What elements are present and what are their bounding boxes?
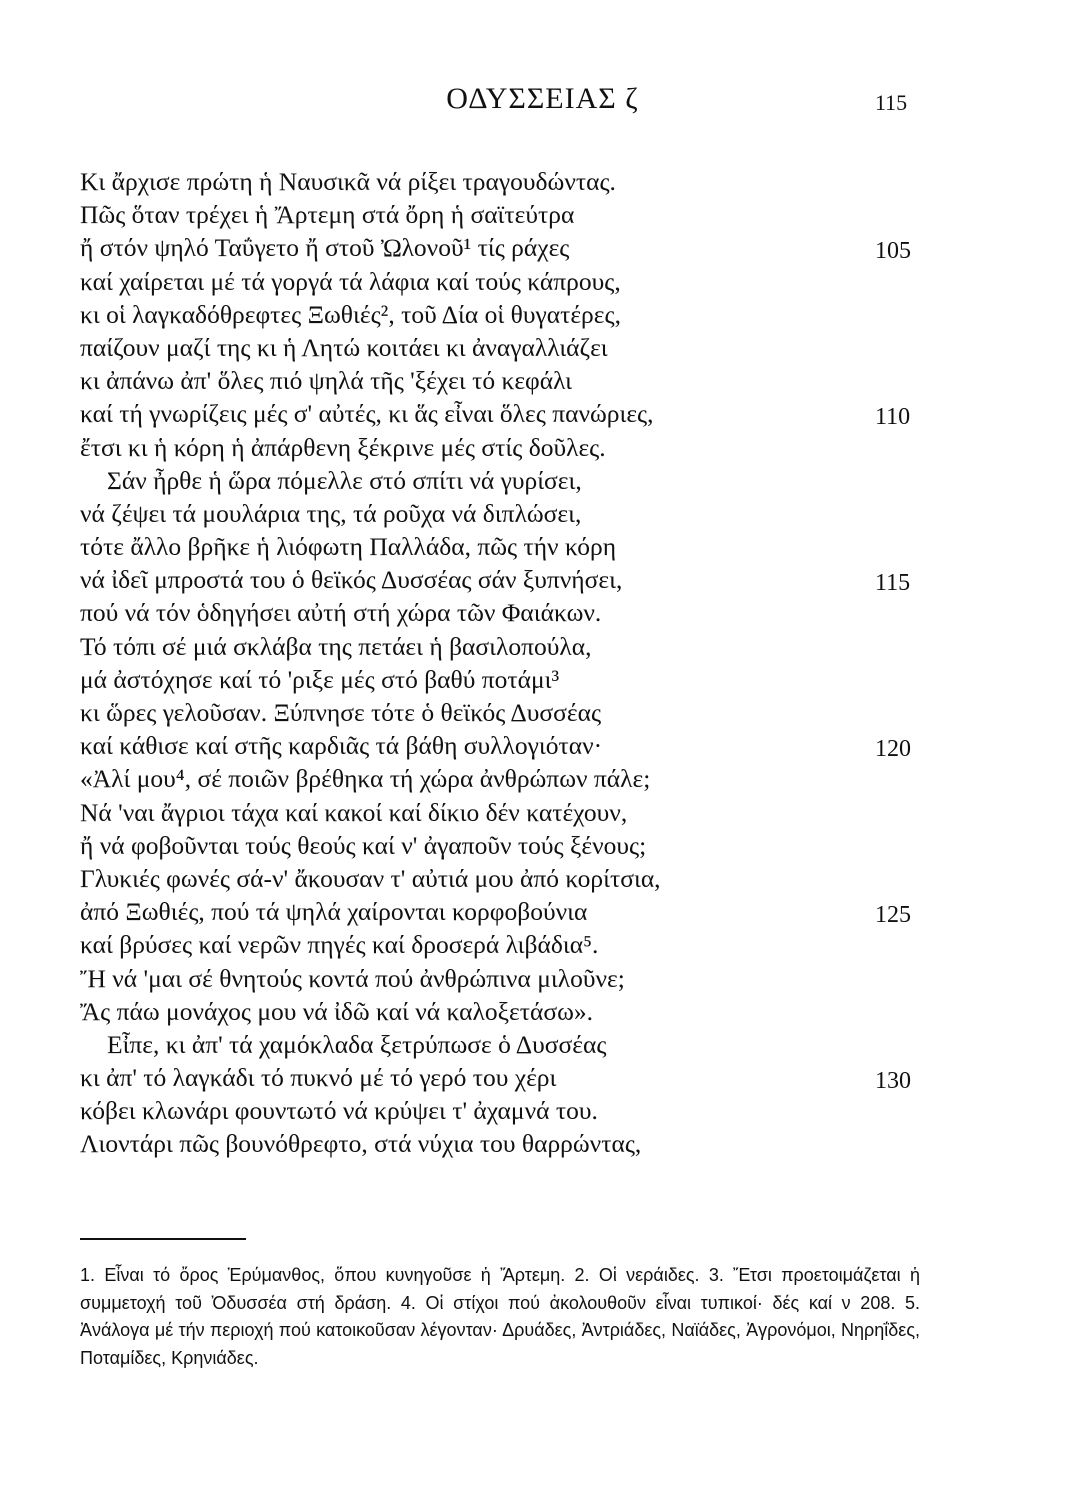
- verse-text: καί κάθισε καί στῆς καρδιᾶς τά βάθη συλλογιόταν·: [80, 731, 603, 761]
- verse-text: ἔτσι κι ἡ κόρη ἡ ἀπάρθενη ξέκρινε μές στίς δοῦλες.: [80, 432, 606, 462]
- verse-line: [80, 1127, 940, 1160]
- verse-text: νά ἰδεῖ μπροστά του ὁ θεϊκός Δυσσέας σάν ξυπνήσει,: [80, 565, 623, 595]
- verse-line: [80, 431, 940, 464]
- verse-text: καί χαίρεται μέ τά γοργά τά λάφια καί τούς κάπρους,: [80, 266, 621, 296]
- verse-text: καί τή γνωρίζεις μές σ' αὐτές, κι ἅς εἶναι ὅλες πανώριες,: [80, 399, 654, 429]
- verse-line: [80, 862, 940, 895]
- verse-text: μά ἀστόχησε καί τό 'ριξε μές στό βαθύ ποτάμι³: [80, 664, 560, 694]
- footnote-divider: [80, 1238, 246, 1240]
- verse-line: [80, 663, 940, 696]
- line-number: 105: [875, 238, 911, 265]
- verse-text: ἀπό Ξωθιές, πού τά ψηλά χαίρονται κορφοβούνια: [80, 897, 588, 927]
- verse-line: [80, 464, 940, 497]
- verse-line: [80, 895, 940, 928]
- verse-text: «Ἀλί μου⁴, σέ ποιῶν βρέθηκα τή χώρα ἀνθρώπων πάλε;: [80, 764, 651, 794]
- line-number: 120: [875, 736, 911, 763]
- verse-line: [80, 928, 940, 961]
- page-title: ΟΔΥΣΣΕΙΑΣ ζ: [446, 82, 639, 115]
- verse-text: Ἤ νά 'μαι σέ θνητούς κοντά πού ἀνθρώπινα μιλοῦνε;: [80, 963, 625, 993]
- verse-line: [80, 530, 940, 563]
- verse-line: [80, 762, 940, 795]
- verse-line: [80, 829, 940, 862]
- verse-line: [80, 165, 940, 198]
- verse-line: [80, 596, 940, 629]
- verse-text: πού νά τόν ὁδηγήσει αὐτή στή χώρα τῶν Φαιάκων.: [80, 598, 602, 628]
- verse-line: [80, 397, 940, 430]
- verse-text: κι οἱ λαγκαδόθρεφτες Ξωθιές², τοῦ Δία οἱ θυγατέρες,: [80, 299, 621, 329]
- line-number: 125: [875, 902, 911, 929]
- verse-text: Ἄς πάω μονάχος μου νά ἰδῶ καί νά καλοξετάσω».: [80, 996, 593, 1026]
- verse-line: [80, 796, 940, 829]
- line-number: 115: [875, 570, 911, 597]
- verse-text: κι ἀπάνω ἀπ' ὅλες πιό ψηλά τῆς 'ξέχει τό κεφάλι: [80, 366, 573, 396]
- verse-line: [80, 1094, 940, 1127]
- verse-text: παίζουν μαζί της κι ἡ Λητώ κοιτάει κι ἀναγαλλιάζει: [80, 332, 608, 362]
- footnotes: 1. Εἶναι τό ὄρος Ἐρύμανθος, ὅπου κυνηγοῦσε ἡ Ἄρτεμη. 2. Οἱ νεράιδες. 3. Ἔτσι προετοιμάζεται ἡ συμμετοχή τοῦ Ὀδυσσέα στή δράση. 4. Οἱ στίχοι πού ἀκολουθοῦν εἶναι τυπικοί· δές καί ν 208. 5. Ἀνάλογα μέ τήν περιοχή πού κατοικοῦσαν λέγονταν· Δρυάδες, Ἀντριάδες, Ναϊάδες, Ἀγρονόμοι, Νηρηΐδες, Ποταμίδες, Κρηνιάδες.: [80, 1265, 920, 1368]
- verse-line: [80, 364, 940, 397]
- verse-text: Εἶπε, κι ἀπ' τά χαμόκλαδα ξετρύπωσε ὁ Δυσσέας: [107, 1029, 607, 1059]
- verse-text: κόβει κλωνάρι φουντωτό νά κρύψει τ' ἀχαμνά του.: [80, 1096, 598, 1126]
- verse-text: Λιοντάρι πῶς βουνόθρεφτο, στά νύχια του θαρρώντας,: [80, 1129, 642, 1159]
- verse-line: [80, 1061, 940, 1094]
- verse-text: Γλυκιές φωνές σά-ν' ἄκουσαν τ' αὐτιά μου ἀπό κορίτσια,: [80, 863, 661, 893]
- verse-text: Σάν ἦρθε ἡ ὥρα πόμελλε στό σπίτι νά γυρίσει,: [107, 465, 582, 495]
- verse-line: [80, 331, 940, 364]
- verse-text: νά ζέψει τά μουλάρια της, τά ροῦχα νά διπλώσει,: [80, 498, 582, 528]
- verse-line: [80, 198, 940, 231]
- verse-text: Τό τόπι σέ μιά σκλάβα της πετάει ἡ βασιλοπούλα,: [80, 631, 592, 661]
- verse-line: [80, 696, 940, 729]
- verse-text: Κι ἄρχισε πρώτη ἡ Ναυσικᾶ νά ρίξει τραγουδώντας.: [80, 167, 616, 196]
- verse-line: [80, 563, 940, 596]
- verse-text: ἤ νά φοβοῦνται τούς θεούς καί ν' ἀγαποῦν τούς ξένους;: [80, 830, 647, 860]
- verse-line: [80, 962, 940, 995]
- verse-line: [80, 298, 940, 331]
- verse-line: [80, 265, 940, 298]
- verse-text: καί βρύσες καί νερῶν πηγές καί δροσερά λιβάδια⁵.: [80, 930, 599, 960]
- verse-line: [80, 995, 940, 1028]
- verse-text: ἤ στόν ψηλό Ταΰγετο ἤ στοῦ Ὠλονοῦ¹ τίς ράχες: [80, 233, 570, 263]
- verse-text: Νά 'ναι ἄγριοι τάχα καί κακοί καί δίκιο δέν κατέχουν,: [80, 797, 628, 827]
- verse-line: [80, 630, 940, 663]
- verse-line: [80, 497, 940, 530]
- line-number: 110: [875, 404, 911, 431]
- verse-line: [80, 1028, 940, 1061]
- verse-text: τότε ἄλλο βρῆκε ἡ λιόφωτη Παλλάδα, πῶς τήν κόρη: [80, 532, 617, 562]
- verse-text: κι ὥρες γελοῦσαν. Ξύπνησε τότε ὁ θεϊκός Δυσσέας: [80, 698, 602, 727]
- verse-text: κι ἀπ' τό λαγκάδι τό πυκνό μέ τό γερό του χέρι: [80, 1063, 557, 1093]
- verse-text: Πῶς ὅταν τρέχει ἡ Ἄρτεμη στά ὄρη ἡ σαϊτεύτρα: [80, 200, 575, 230]
- verse-line: [80, 729, 940, 762]
- verse-line: [80, 231, 940, 264]
- line-number: 130: [875, 1068, 911, 1095]
- page-number: 115: [875, 90, 908, 115]
- poem-text: [80, 165, 940, 1161]
